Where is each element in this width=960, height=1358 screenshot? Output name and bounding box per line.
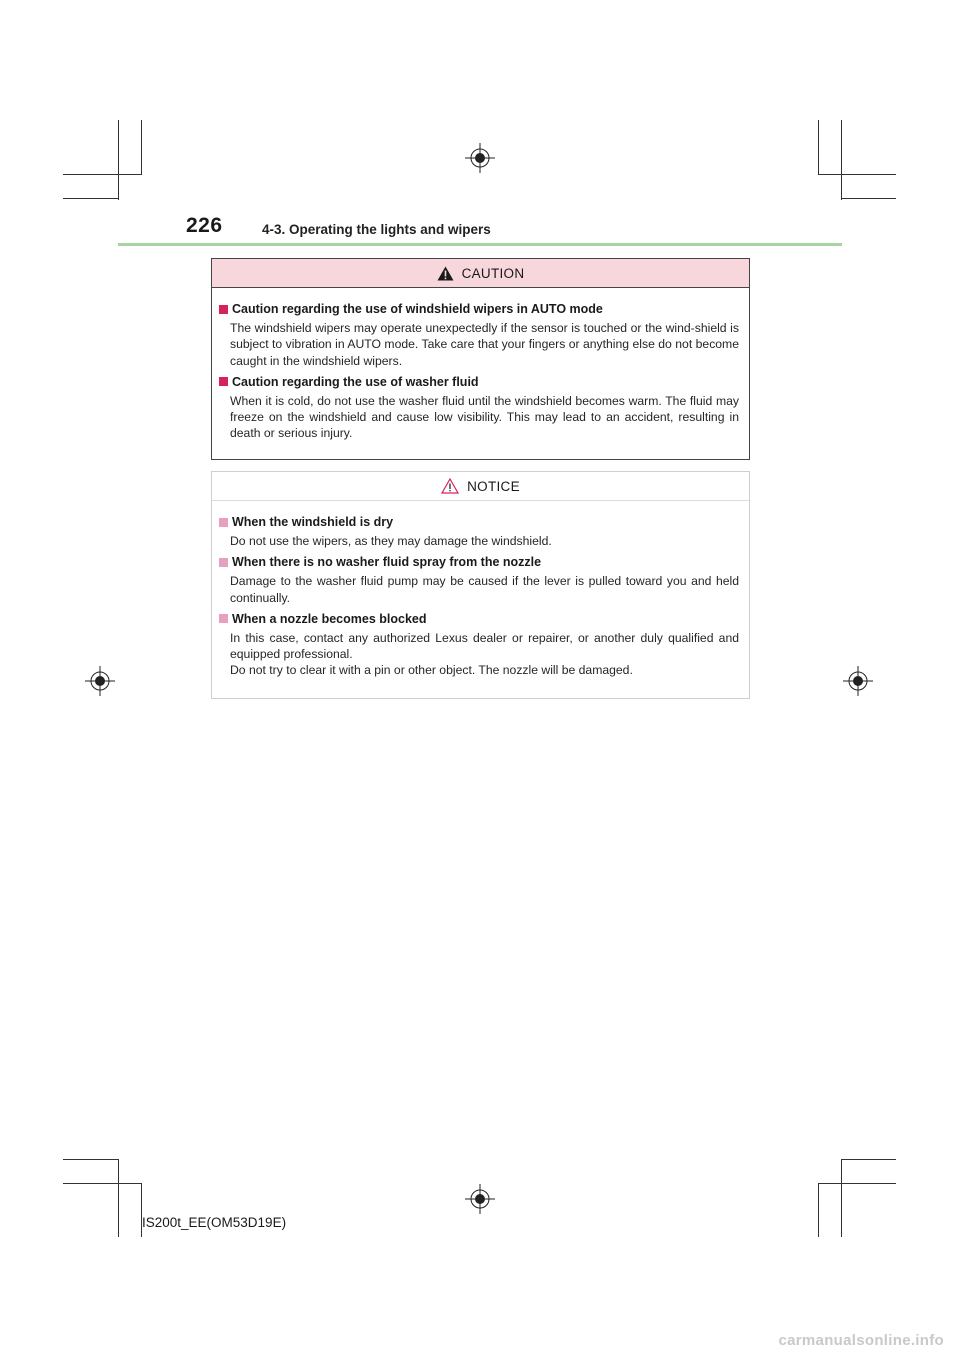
notice-item-title xyxy=(219,554,739,570)
caution-item-text: When it is cold, do not use the washer fluid until the windshield becomes warm. The fluid may freeze on the windshield and cause low visibility. This may lead to an accident, resulting in death or serious injury. xyxy=(230,393,739,441)
notice-item-title-text: When there is no washer fluid spray from the nozzle xyxy=(232,555,542,570)
notice-item-text: In this case, contact any authorized Lexus dealer or repairer, or another duly qualified and equipped professional. xyxy=(230,630,739,662)
notice-body xyxy=(212,501,749,679)
notice-item-title xyxy=(219,514,739,530)
square-bullet-icon xyxy=(219,377,228,386)
crop-mark xyxy=(141,120,142,175)
caution-heading: CAUTION xyxy=(461,265,525,281)
crosshair-registration-icon xyxy=(843,666,873,696)
notice-item-title-text: When the windshield is dry xyxy=(232,515,394,529)
crosshair-registration-icon xyxy=(85,666,115,696)
caution-item-title xyxy=(219,374,739,390)
crop-mark xyxy=(118,1159,119,1237)
notice-item-title-text: When a nozzle becomes blocked xyxy=(232,611,427,626)
notice-item-text: Do not use the wipers, as they may damage the windshield. xyxy=(230,534,552,548)
caution-item-text: The windshield wipers may operate unexpectedly if the sensor is touched or the wind-shield is subject to vibration in AUTO mode. Take care that your fingers or anything else do not become caught in the windshield wipers. xyxy=(230,321,739,368)
page-number: 226 xyxy=(186,214,223,237)
crop-mark xyxy=(818,120,819,175)
notice-header xyxy=(212,472,749,501)
crop-mark xyxy=(841,1159,842,1237)
crop-mark xyxy=(118,120,119,200)
notice-box xyxy=(211,471,750,699)
crop-mark xyxy=(63,174,142,175)
crop-mark xyxy=(841,198,896,199)
crop-mark xyxy=(818,1183,896,1184)
square-bullet-icon xyxy=(219,558,228,567)
notice-item-text: Do not try to clear it with a pin or other object. The nozzle will be damaged. xyxy=(230,663,633,678)
caution-header xyxy=(212,259,749,288)
watermark: carmanualsonline.info xyxy=(778,1332,944,1349)
crosshair-registration-icon xyxy=(465,1184,495,1214)
crop-mark xyxy=(841,120,842,200)
section-title: 4-3. Operating the lights and wipers xyxy=(262,222,491,237)
header-rule xyxy=(118,243,842,246)
warning-triangle-outline-icon xyxy=(441,478,459,494)
crop-mark xyxy=(63,198,119,199)
square-bullet-icon xyxy=(219,305,228,314)
warning-triangle-icon xyxy=(437,266,454,281)
crosshair-registration-icon xyxy=(465,143,495,173)
crop-mark xyxy=(63,1159,119,1160)
crop-mark xyxy=(818,174,896,175)
crop-mark xyxy=(841,1159,896,1160)
crop-mark xyxy=(818,1183,819,1237)
notice-item-title xyxy=(219,611,739,627)
caution-body xyxy=(212,288,749,442)
caution-box xyxy=(211,258,750,460)
caution-item-title xyxy=(219,301,739,317)
notice-heading: NOTICE xyxy=(467,478,520,494)
document-code: IS200t_EE(OM53D19E) xyxy=(142,1215,287,1230)
caution-item-title-text: Caution regarding the use of windshield wipers in AUTO mode xyxy=(232,302,603,316)
crop-mark xyxy=(63,1183,142,1184)
square-bullet-icon xyxy=(219,518,228,527)
notice-item-text: Damage to the washer fluid pump may be caused if the lever is pulled toward you and held continually. xyxy=(230,574,739,605)
caution-item-title-text: Caution regarding the use of washer fluid xyxy=(232,374,479,389)
square-bullet-icon xyxy=(219,614,228,623)
